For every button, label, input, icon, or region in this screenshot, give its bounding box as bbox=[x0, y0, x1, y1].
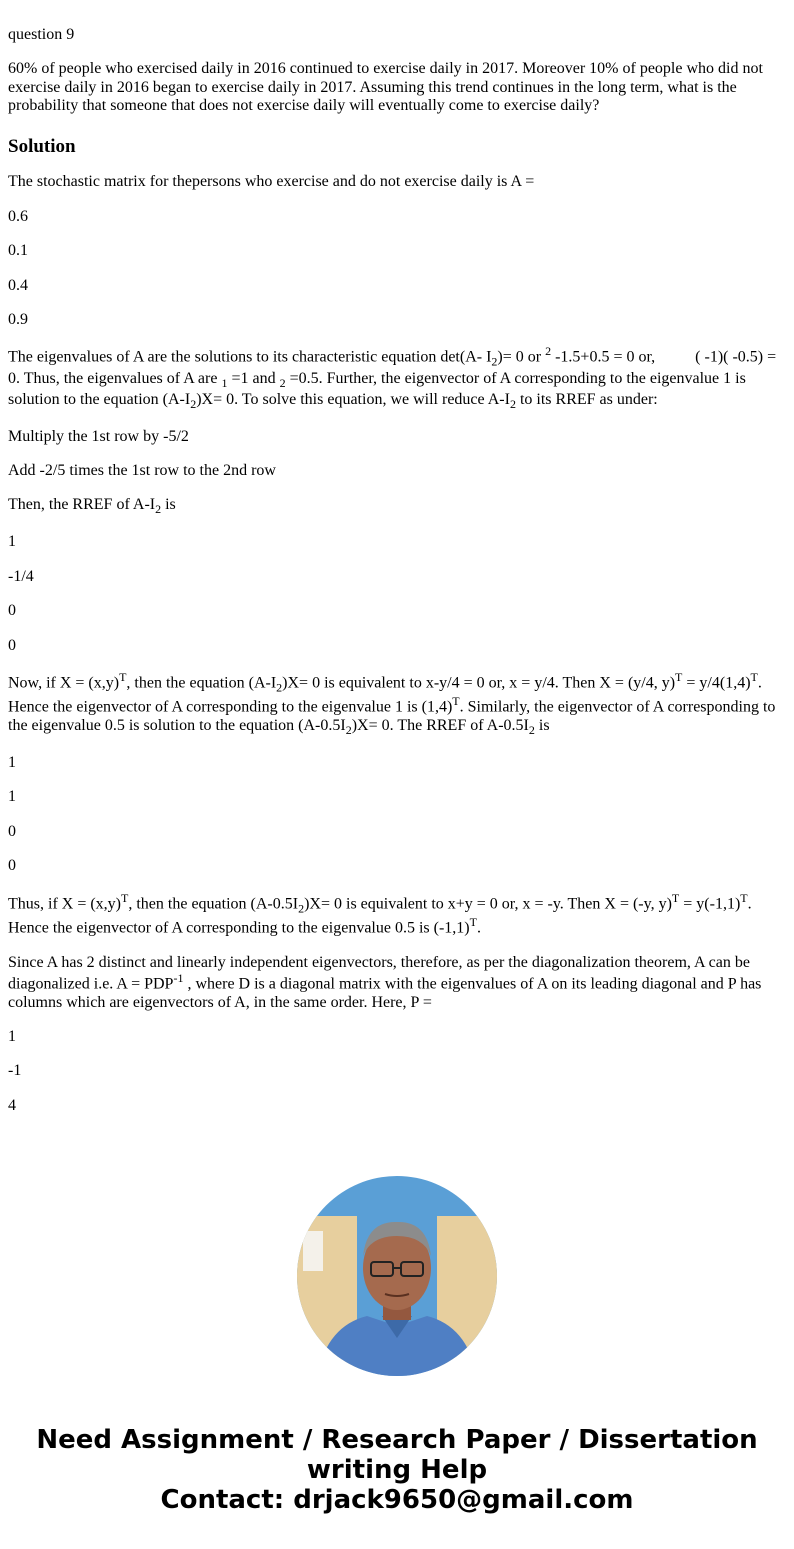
matrix-cell: -1 bbox=[8, 1062, 22, 1080]
matrix-cell: 0.4 bbox=[8, 276, 28, 294]
matrix-cell: 0.1 bbox=[8, 242, 28, 260]
matrix-cell: 1 bbox=[8, 1028, 16, 1046]
matrix-cell: 0.9 bbox=[8, 310, 28, 328]
diagonalization-paragraph: Since A has 2 distinct and linearly independent eigenvectors, therefore, as per the diagonalization theorem, A can be diagonalized i.e. $A = PDP^{-1}$ , where D is a diagonal matrix with the eigenvalues of A on its leading diagonal and P has columns which are eigenvectors of A, in the same order. Here, P = bbox=[8, 953, 762, 1011]
portrait-image bbox=[297, 1176, 497, 1376]
matrix-cell: 0 bbox=[8, 602, 16, 620]
matrix-a bbox=[8, 208, 786, 330]
ad-contact: Contact: drjack9650@gmail.com bbox=[160, 1484, 634, 1515]
rref1-matrix bbox=[8, 533, 786, 655]
question-text: 60% of people who exercised daily in 2016 continued to exercise daily in 2017. Moreover 10% of people who did not exercise daily in 2016 began to exercise daily in 2017. Assuming this trend continues in the long term, what is the probability that someone that does not exercise daily will eventually come to exercise daily? bbox=[8, 60, 763, 115]
matrix-cell: 1 bbox=[8, 753, 16, 771]
matrix-cell: 1 bbox=[8, 788, 16, 806]
step-2: Add -2/5 times the 1st row to the 2nd row bbox=[8, 462, 276, 480]
matrix-cell: 4 bbox=[8, 1096, 16, 1114]
stochastic-intro: The stochastic matrix for thepersons who exercise and do not exercise daily is A = bbox=[8, 173, 535, 191]
eigenvalues-paragraph: The eigenvalues of A are the solutions to its characteristic equation det(A- $I_2)= 0$ or $^2$ -1.5+0.5 = 0 or, ( -1)( -0.5) = 0. Thus, the eigenvalues of A are $_1$ =1 and $_2$ =0.5. Further, the eigenvector of A corresponding to the eigenvalue 1 is solution to the equation $(A-I_2)X= 0$. To solve this equation, we will reduce $A-I_2$ to its RREF as under: bbox=[8, 344, 781, 411]
question-label: question 9 bbox=[8, 26, 75, 43]
matrix-cell: 0 bbox=[8, 822, 16, 840]
matrix-cell: 0 bbox=[8, 857, 16, 875]
ad-line-1: Need Assignment / Research Paper / Dissertation bbox=[36, 1425, 758, 1455]
matrix-p bbox=[8, 1028, 786, 1115]
rref2-matrix bbox=[8, 754, 786, 876]
document-body bbox=[0, 26, 794, 1115]
advertisement bbox=[0, 1176, 794, 1516]
matrix-cell: 0.6 bbox=[8, 207, 28, 225]
step-1: Multiply the 1st row by -5/2 bbox=[8, 427, 189, 445]
matrix-cell: 0 bbox=[8, 636, 16, 654]
rref1-intro: Then, the RREF of $A-I_2$ is bbox=[8, 496, 176, 517]
avatar bbox=[297, 1176, 497, 1376]
matrix-cell: -1/4 bbox=[8, 567, 34, 585]
solution-heading: Solution bbox=[8, 135, 76, 157]
second-eigenvector-paragraph: Thus, if $X = (x,y)^T$, then the equation $(A-0.5I_2)X= 0$ is equivalent to x+y = 0 or, x = -y. Then X = (-y, $y)^T = y(-1,1)^T$. Hence the eigenvector of A corresponding to the eigenvalue 0.5 is $(-1,1)^T$. bbox=[8, 890, 752, 937]
eigenvector-paragraph: Now, if $X = (x,y)^T$, then the equation $(A-I_2)X= 0$ is equivalent to x-y/4 = 0 or, x = y/4. Then X = (y/4, $y)^T = y/4(1,4)^T$. Hence the eigenvector of A corresponding to the eigenvalue 1 is $(1,4)^T$. Similarly, the eigenvector of A corresponding to the eigenvalue 0.5 is solution to the equation $(A-0.5I_2)X= 0$. The RREF of $A-0.5I_2$ is bbox=[8, 669, 776, 738]
ad-line-2: writing Help bbox=[306, 1454, 488, 1485]
ad-text bbox=[0, 1426, 794, 1516]
matrix-cell: 1 bbox=[8, 533, 16, 551]
